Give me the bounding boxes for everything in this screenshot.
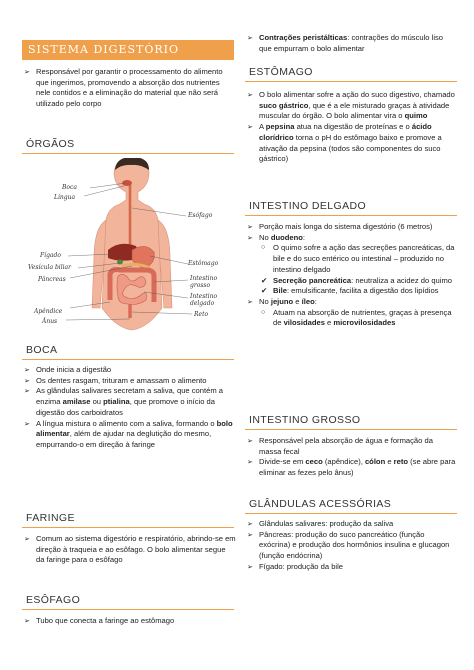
arrow-bullet-icon: ➢ bbox=[247, 519, 254, 528]
section-title-estomago: ESTÔMAGO bbox=[245, 64, 457, 82]
label-intestino-grosso-2: grosso bbox=[190, 282, 211, 289]
arrow-bullet-icon: ➢ bbox=[247, 33, 254, 42]
arrow-bullet-icon: ➢ bbox=[24, 616, 31, 625]
list-subitem: ○ O quimo sofre a ação das secreções pancreáticas, da bile e do suco entérico ou intestinal – produzido no intestino delgado bbox=[261, 243, 455, 274]
circle-bullet-icon: ○ bbox=[261, 308, 266, 316]
intestino-grosso-block bbox=[245, 436, 457, 479]
list-item: ➢ No duodeno: bbox=[247, 232, 306, 242]
list-subitem: ✔ Bile: emulsificante, facilita a digestão dos lipídios bbox=[261, 286, 439, 296]
arrow-bullet-icon: ➢ bbox=[247, 296, 254, 306]
section-title-glandulas: GLÂNDULAS ACESSÓRIAS bbox=[245, 496, 457, 514]
arrow-bullet-icon: ➢ bbox=[24, 418, 31, 428]
list-item: ➢ A pepsina atua na digestão de proteínas e o ácido clorídrico torna o pH do estômago baixo e promove a ativação da pepsina (todos são componentes do suco gástrico) bbox=[247, 122, 442, 164]
list-item: ➢ Os dentes rasgam, trituram e amassam o alimento bbox=[24, 375, 207, 385]
arrow-bullet-icon: ➢ bbox=[247, 90, 254, 99]
section-title-intestino-grosso: INTESTINO GROSSO bbox=[245, 412, 457, 430]
label-estomago: Estômago bbox=[188, 260, 219, 267]
label-esofago: Esófago bbox=[188, 212, 213, 219]
section-title-boca: BOCA bbox=[22, 342, 234, 360]
arrow-bullet-icon: ➢ bbox=[247, 529, 254, 539]
list-item: ➢ O bolo alimentar sofre a ação do suco digestivo, chamado suco gástrico, que é a ele misturado graças à atividade muscular do órgão. O bolo alimentar vira o quimo bbox=[247, 90, 455, 121]
estomago-block bbox=[245, 90, 457, 165]
list-item: ➢ Responsável pela absorção de água e formação da massa fecal bbox=[247, 436, 433, 456]
section-title-faringe: FARINGE bbox=[22, 510, 234, 528]
arrow-bullet-icon: ➢ bbox=[24, 375, 31, 385]
label-pancreas: Pâncreas bbox=[38, 276, 66, 283]
section-title-orgaos: ÓRGÃOS bbox=[22, 136, 234, 154]
main-title: SISTEMA DIGESTÓRIO bbox=[22, 40, 234, 60]
label-vesicula: Vesícula biliar bbox=[28, 264, 72, 271]
list-item: ➢ Fígado: produção da bile bbox=[247, 561, 344, 571]
intestino-delgado-block bbox=[245, 222, 457, 329]
label-anus: Ânus bbox=[42, 318, 58, 325]
list-item: ➢ A língua mistura o alimento com a saliva, formando o bolo alimentar, além de ajudar na deglutição do mesmo, empurrando-o em direção à faringe bbox=[24, 418, 233, 449]
list-item: ➢ As glândulas salivares secretam a saliva, que contém a enzima amilase ou ptialina, que promove o início da digestão dos carboidratos bbox=[24, 386, 223, 417]
label-boca: Boca bbox=[62, 184, 77, 191]
list-item: ➢ Responsável por garantir o processamento do alimento que ingerimos, promovendo a absorção dos nutrientes nele contidos e a eliminação do material que não será utilizado pelo corpo bbox=[24, 67, 223, 109]
label-intestino-delgado-2: delgado bbox=[190, 300, 215, 307]
arrow-bullet-icon: ➢ bbox=[24, 534, 31, 543]
label-intestino-grosso-1: Intestino bbox=[190, 275, 218, 282]
arrow-bullet-icon: ➢ bbox=[24, 386, 31, 396]
intro-block bbox=[22, 67, 236, 110]
arrow-bullet-icon: ➢ bbox=[24, 365, 31, 374]
list-item: ➢ Tubo que conecta a faringe ao estômago bbox=[24, 616, 175, 625]
esofago-block bbox=[22, 616, 236, 627]
label-intestino-delgado-1: Intestino bbox=[190, 293, 218, 300]
arrow-bullet-icon: ➢ bbox=[247, 561, 254, 571]
contracoes-block bbox=[245, 33, 457, 54]
arrow-bullet-icon: ➢ bbox=[247, 232, 254, 242]
list-subitem: ○ Atuam na absorção de nutrientes, graças à presença de vilosidades e microvilosidades bbox=[261, 307, 452, 328]
circle-bullet-icon: ○ bbox=[261, 244, 266, 252]
label-lingua: Língua bbox=[54, 194, 76, 201]
boca-block bbox=[22, 365, 236, 451]
section-title-intestino-delgado: INTESTINO DELGADO bbox=[245, 198, 457, 216]
check-icon: ✔ bbox=[261, 286, 268, 296]
arrow-bullet-icon: ➢ bbox=[24, 67, 31, 76]
check-icon: ✔ bbox=[261, 275, 268, 285]
list-item: ➢ Comum ao sistema digestório e respiratório, abrindo-se em direção à traqueia e ao esôfago. O bolo alimentar segue da faringe para o esôfago bbox=[24, 534, 236, 565]
label-figado: Fígado bbox=[40, 252, 61, 259]
faringe-block bbox=[22, 534, 236, 566]
list-item: ➢ Contrações peristálticas: contrações do músculo liso que empurram o bolo alimentar bbox=[247, 33, 444, 53]
arrow-bullet-icon: ➢ bbox=[247, 457, 254, 467]
label-reto: Reto bbox=[194, 311, 209, 318]
arrow-bullet-icon: ➢ bbox=[247, 436, 254, 445]
list-item: ➢ Porção mais longa do sistema digestório (6 metros) bbox=[247, 222, 433, 231]
arrow-bullet-icon: ➢ bbox=[247, 222, 254, 231]
list-item: ➢ Onde inicia a digestão bbox=[24, 365, 112, 374]
list-item: ➢ Pâncreas: produção do suco pancreático (função exócrina) e produção dos hormônios insulina e glucagon (função endócrina) bbox=[247, 529, 450, 561]
section-title-esofago: ESÔFAGO bbox=[22, 592, 234, 610]
glandulas-block bbox=[245, 519, 457, 573]
arrow-bullet-icon: ➢ bbox=[247, 122, 254, 132]
label-apendice: Apêndice bbox=[34, 308, 63, 315]
list-subitem: ✔ Secreção pancreática: neutraliza a acidez do quimo bbox=[261, 275, 452, 285]
digestive-system-figure bbox=[28, 158, 234, 336]
list-item: ➢ Divide-se em ceco (apêndice), cólon e reto (se abre para eliminar as fezes pelo ânus) bbox=[247, 457, 456, 478]
list-item: ➢ No jejuno e íleo: bbox=[247, 296, 317, 306]
list-item: ➢ Glândulas salivares: produção da saliva bbox=[247, 519, 394, 528]
